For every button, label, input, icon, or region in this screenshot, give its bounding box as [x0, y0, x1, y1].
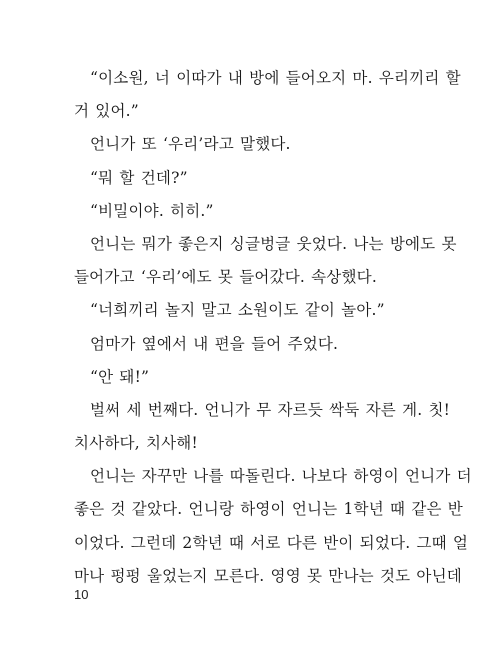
text-line: “너희끼리 놀지 말고 소원이도 같이 놀아.”: [90, 301, 385, 320]
text-line: 이었다. 그런데 2학년 때 서로 다른 반이 되었다. 그때 얼: [74, 533, 469, 552]
text-line: 언니는 자꾸만 나를 따돌린다. 나보다 하영이 언니가 더: [90, 467, 472, 486]
text-line: 언니는 뭐가 좋은지 싱글벙글 웃었다. 나는 방에도 못: [90, 234, 457, 253]
page-number: 10: [74, 587, 89, 602]
body-text: [74, 69, 472, 601]
text-line: 좋은 것 같았다. 언니랑 하영이 언니는 1학년 때 같은 반: [74, 500, 463, 519]
text-line: “뭐 할 건데?”: [90, 168, 188, 187]
text-line: “이소원, 너 이따가 내 방에 들어오지 마. 우리끼리 할: [90, 69, 461, 87]
text-line: 엄마가 옆에서 내 편을 들어 주었다.: [90, 334, 339, 353]
text-line: 들어가고 ‘우리’에도 못 들어갔다. 속상했다.: [74, 268, 377, 287]
text-line: “비밀이야. 히히.”: [90, 201, 214, 220]
text-line: 벌써 세 번째다. 언니가 무 자르듯 싹둑 자른 게. 칫!: [90, 400, 451, 419]
text-line: “안 돼!”: [90, 367, 150, 386]
text-line: 언니가 또 ‘우리’라고 말했다.: [90, 135, 291, 154]
text-line: 마나 펑펑 울었는지 모른다. 영영 못 만나는 것도 아닌데: [74, 566, 462, 585]
text-line: 치사하다, 치사해!: [74, 434, 198, 453]
text-line: 거 있어.”: [74, 102, 139, 121]
